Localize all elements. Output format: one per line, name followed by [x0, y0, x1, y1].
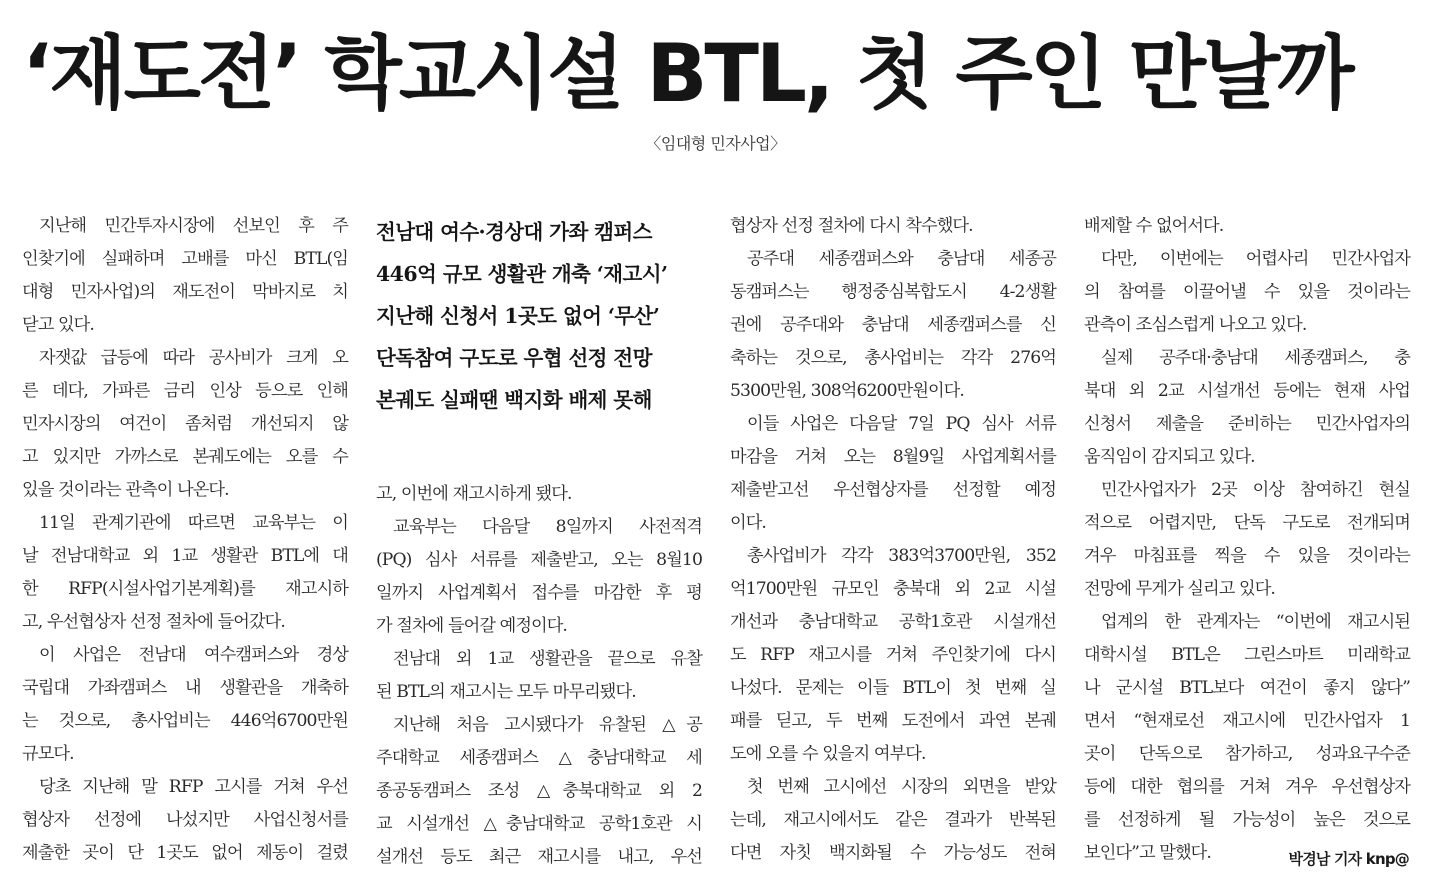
- text-line: 민간사업자가 2곳 이상 참여하긴 현실: [1101, 480, 1410, 500]
- text-line: 전망에 무게가 실리고 있다.: [1084, 579, 1275, 599]
- text-line: 고 있지만 가까스로 본궤도에는 오를 수: [22, 447, 348, 467]
- text-line: 대형 민자사업)의 재도전이 막바지로 치: [22, 282, 348, 302]
- text-line: 전남대 외 1교 생활관을 끝으로 유찰: [393, 649, 702, 669]
- text-line: 관측이 조심스럽게 나오고 있다.: [1084, 315, 1307, 335]
- text-line: 를 선정하게 될 가능성이 높은 것으로: [1084, 810, 1410, 830]
- text-line: 다면 자칫 백지화될 수 가능성도 전혀: [730, 843, 1056, 863]
- text-line: 겨우 마침표를 찍을 수 있을 것이라는: [1084, 546, 1410, 566]
- text-line: 는 것으로, 총사업비는 446억6700만원: [22, 711, 348, 731]
- text-line: 지난해 처음 고시됐다가 유찰된 △공: [393, 715, 702, 735]
- text-line: 나섰다. 문제는 이들 BTL이 첫 번째 실: [730, 678, 1056, 698]
- text-line: 5300만원, 308억6200만원이다.: [730, 381, 965, 401]
- text-line: 도 RFP 재고시를 거쳐 주인찾기에 다시: [730, 645, 1056, 665]
- text-line: 협상자 선정 절차에 다시 착수했다.: [730, 216, 973, 236]
- byline: 박경남 기자 knp@: [1288, 850, 1409, 868]
- text-line: 민자시장의 여건이 좀처럼 개선되지 않: [22, 414, 348, 434]
- column-4-lines: [1084, 210, 1410, 870]
- text-line: 대학시설 BTL은 그린스마트 미래학교: [1084, 645, 1410, 665]
- text-line: 북대 외 2교 시설개선 등에는 현재 사업: [1084, 381, 1410, 401]
- text-line: 총사업비가 각각 383억3700만원, 352: [747, 546, 1056, 566]
- text-line: 종공동캠퍼스 조성 △충북대학교 외 2: [376, 781, 702, 801]
- text-line: 제출받고선 우선협상자를 선정할 예정: [730, 480, 1056, 500]
- subheadline: 전남대 여수·경상대 가좌 캠퍼스: [376, 220, 652, 244]
- text-line: 도에 오를 수 있을지 여부다.: [730, 744, 926, 764]
- text-line: 국립대 가좌캠퍼스 내 생활관을 개축하: [22, 678, 348, 698]
- text-line: 다만, 이번에는 어렵사리 민간사업자: [1101, 249, 1410, 269]
- text-line: 된 BTL의 재고시는 모두 마무리됐다.: [376, 682, 636, 702]
- subheadline: 단독참여 구도로 우협 선정 전망: [376, 346, 652, 370]
- text-line: 개선과 충남대학교 공학1호관 시설개선: [730, 612, 1056, 632]
- text-line: 면서 “현재로선 재고시에 민간사업자 1: [1084, 711, 1410, 731]
- text-line: 규모다.: [22, 744, 74, 764]
- text-line: 고, 이번에 재고시하게 됐다.: [376, 484, 572, 504]
- text-line: 패를 딛고, 두 번째 도전에서 과연 본궤: [730, 711, 1056, 731]
- text-line: 인찾기에 실패하며 고배를 마신 BTL(임: [22, 249, 348, 269]
- text-line: 주대학교 세종캠퍼스 △충남대학교 세: [376, 748, 702, 768]
- text-line: 교육부는 다음달 8일까지 사전적격: [393, 517, 702, 537]
- subheadline: 지난해 신청서 1곳도 없어 ‘무산’: [376, 304, 660, 328]
- text-line: 적으로 어렵지만, 단독 구도로 전개되며: [1084, 513, 1410, 533]
- article-column-3: [730, 210, 1056, 870]
- text-line: 는데, 재고시에서도 같은 결과가 반복된: [730, 810, 1056, 830]
- column-1-lines: [22, 210, 348, 870]
- text-line: 축하는 것으로, 총사업비는 각각 276억: [730, 348, 1056, 368]
- text-line: 업계의 한 관계자는 “이번에 재고시된: [1101, 612, 1410, 632]
- text-line: 날 전남대학교 외 1교 생활관 BTL에 대: [22, 546, 348, 566]
- text-line: 등에 대한 협의를 거쳐 겨우 우선협상자: [1084, 777, 1410, 797]
- text-line: 한 RFP(시설사업기본계획)를 재고시하: [22, 579, 348, 599]
- text-line: 동캠퍼스는 행정중심복합도시 4-2생활: [730, 282, 1056, 302]
- text-line: 있을 것이라는 관측이 나온다.: [22, 480, 229, 500]
- text-line: 제출한 곳이 단 1곳도 없어 제동이 걸렸: [22, 843, 348, 863]
- text-line: 첫 번째 고시에선 시장의 외면을 받았: [747, 777, 1056, 797]
- text-line: 자잿값 급등에 따라 공사비가 크게 오: [39, 348, 348, 368]
- column-2-lines: [376, 478, 702, 874]
- text-line: 가 절차에 들어갈 예정이다.: [376, 616, 567, 636]
- text-line: 억1700만원 규모인 충북대 외 2교 시설: [730, 579, 1056, 599]
- text-line: 곳이 단독으로 참가하고, 성과요구수준: [1084, 744, 1410, 764]
- headline: ‘재도전’ 학교시설 BTL, 첫 주인 만날까: [22, 27, 1352, 120]
- text-line: 11일 관계기관에 따르면 교육부는 이: [39, 513, 348, 533]
- text-line: 지난해 민간투자시장에 선보인 후 주: [39, 216, 348, 236]
- text-line: 움직임이 감지되고 있다.: [1084, 447, 1255, 467]
- article-column-1: [22, 210, 348, 870]
- article-column-2: [376, 210, 702, 874]
- subheadline: 본궤도 실패땐 백지화 배제 못해: [376, 388, 652, 412]
- text-line: (PQ) 심사 서류를 제출받고, 오는 8월10: [376, 550, 702, 570]
- text-line: 보인다”고 말했다.: [1084, 843, 1211, 863]
- text-line: 권에 공주대와 충남대 세종캠퍼스를 신: [730, 315, 1056, 335]
- text-line: 배제할 수 없어서다.: [1084, 216, 1224, 236]
- text-line: 이 사업은 전남대 여수캠퍼스와 경상: [39, 645, 348, 665]
- text-line: 협상자 선정에 나섰지만 사업신청서를: [22, 810, 348, 830]
- article-column-4: [1084, 210, 1410, 870]
- text-line: 의 참여를 이끌어낼 수 있을 것이라는: [1084, 282, 1410, 302]
- text-line: 나 군시설 BTL보다 여건이 좋지 않다”: [1084, 678, 1410, 698]
- text-line: 교 시설개선 △충남대학교 공학1호관 시: [376, 814, 702, 834]
- text-line: 마감을 거쳐 오는 8월9일 사업계획서를: [730, 447, 1056, 467]
- text-line: 설개선 등도 최근 재고시를 내고, 우선: [376, 847, 702, 867]
- text-line: 른 데다, 가파른 금리 인상 등으로 인해: [22, 381, 348, 401]
- text-line: 이들 사업은 다음달 7일 PQ 심사 서류: [747, 414, 1056, 434]
- kicker: 〈임대형 민자사업〉: [645, 134, 786, 153]
- text-line: 실제 공주대·충남대 세종캠퍼스, 충: [1101, 348, 1410, 368]
- text-line: 닫고 있다.: [22, 315, 94, 335]
- text-line: 당초 지난해 말 RFP 고시를 거쳐 우선: [39, 777, 348, 797]
- text-line: 신청서 제출을 준비하는 민간사업자의: [1084, 414, 1410, 434]
- text-line: 고, 우선협상자 선정 절차에 들어갔다.: [22, 612, 285, 632]
- subheadline-block: [376, 211, 702, 421]
- column-3-lines: [730, 210, 1056, 870]
- text-line: 공주대 세종캠퍼스와 충남대 세종공: [747, 249, 1056, 269]
- subheadline: 446억 규모 생활관 개축 ‘재고시’: [376, 262, 668, 286]
- text-line: 일까지 사업계획서 접수를 마감한 후 평: [376, 583, 702, 603]
- text-line: 이다.: [730, 513, 766, 533]
